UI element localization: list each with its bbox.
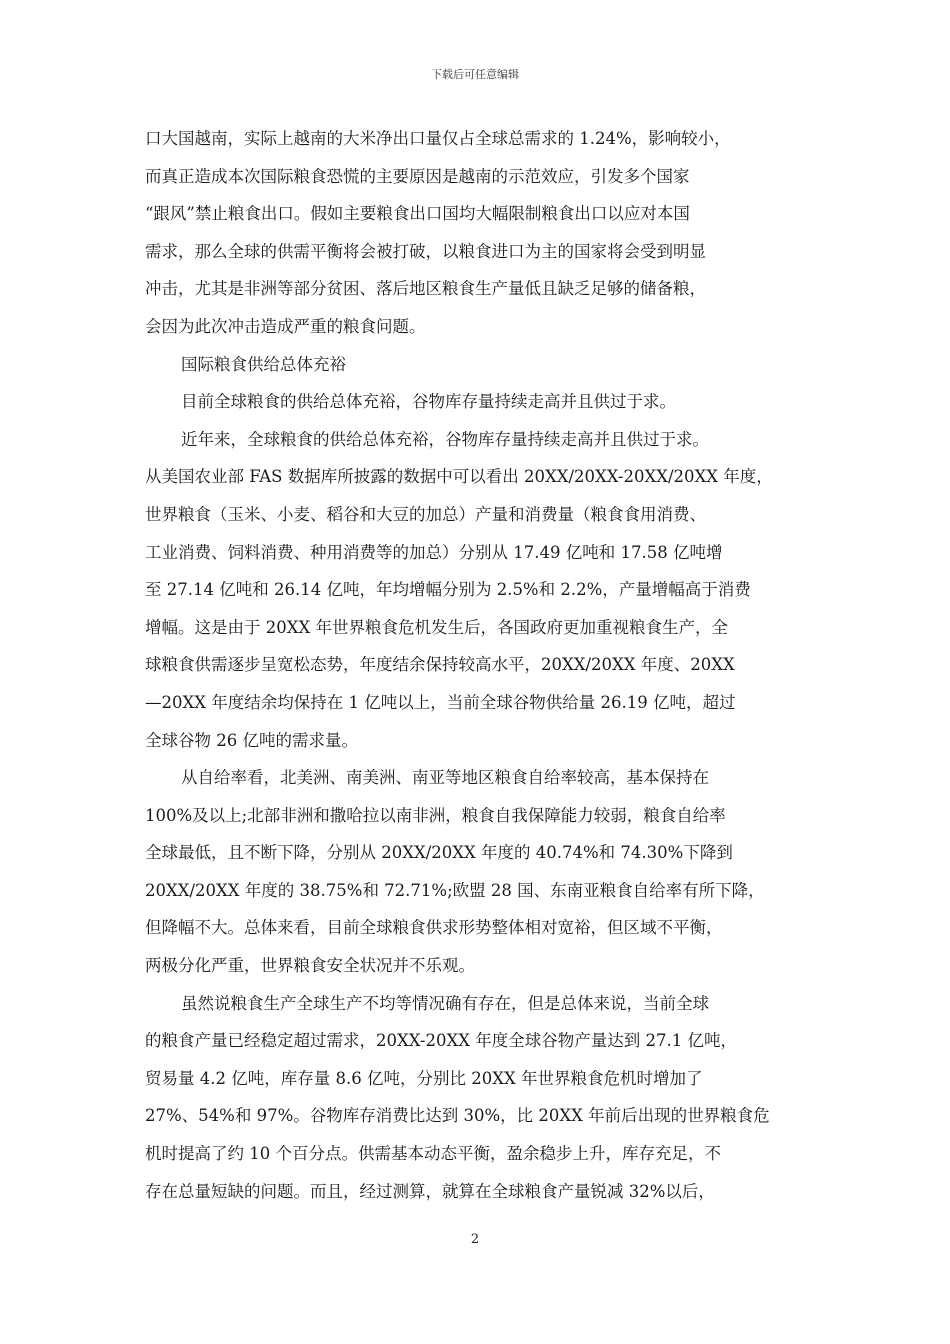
text-line: 球粮食供需逐步呈宽松态势，年度结余保持较高水平，20XX/20XX 年度、20XX [145, 655, 735, 675]
text-line: 增幅。这是由于 20XX 年世界粮食危机发生后，各国政府更加重视粮食生产，全 [145, 617, 728, 637]
text-line: 27%、54%和 97%。谷物库存消费比达到 30%，比 20XX 年前后出现的世界粮食危 [145, 1106, 770, 1126]
text-line: 世界粮食（玉米、小麦、稻谷和大豆的加总）产量和消费量（粮食食用消费、 [145, 504, 706, 524]
text-line: 从美国农业部 FAS 数据库所披露的数据中可以看出 20XX/20XX-20XX/20XX 年度， [145, 467, 773, 487]
text-line: 从自给率看，北美洲、南美洲、南亚等地区粮食自给率较高，基本保持在 [181, 768, 709, 788]
text-line: 的粮食产量已经稳定超过需求，20XX-20XX 年度全球谷物产量达到 27.1 亿吨， [145, 1031, 737, 1051]
text-line: 会因为此次冲击造成严重的粮食问题。 [145, 316, 426, 336]
text-line: 100%及以上;北部非洲和撒哈拉以南非洲，粮食自我保障能力较弱，粮食自给率 [145, 805, 726, 825]
document-body [145, 120, 805, 1210]
text-line: 贸易量 4.2 亿吨，库存量 8.6 亿吨，分别比 20XX 年世界粮食危机时增加了 [145, 1068, 703, 1088]
text-line: 机时提高了约 10 个百分点。供需基本动态平衡，盈余稳步上升，库存充足，不 [145, 1144, 721, 1164]
text-line: —20XX 年度结余均保持在 1 亿吨以上，当前全球谷物供给量 26.19 亿吨，超过 [145, 692, 736, 712]
text-line: 目前全球粮食的供给总体充裕，谷物库存量持续走高并且供过于求。 [181, 392, 676, 412]
text-line: 冲击，尤其是非洲等部分贫困、落后地区粮食生产量低且缺乏足够的储备粮， [145, 279, 706, 299]
text-line: 需求，那么全球的供需平衡将会被打破，以粮食进口为主的国家将会受到明显 [145, 241, 706, 261]
text-line: 全球谷物 26 亿吨的需求量。 [145, 730, 358, 750]
text-line: 两极分化严重，世界粮食安全状况并不乐观。 [145, 956, 475, 976]
text-line: 但降幅不大。总体来看，目前全球粮食供求形势整体相对宽裕，但区域不平衡， [145, 918, 723, 938]
text-line: 而真正造成本次国际粮食恐慌的主要原因是越南的示范效应，引发多个国家 [145, 166, 690, 186]
text-line: “跟风”禁止粮食出口。假如主要粮食出口国均大幅限制粮食出口以应对本国 [145, 204, 690, 224]
text-line: 存在总量短缺的问题。而且，经过测算，就算在全球粮食产量锐减 32%以后， [145, 1181, 715, 1201]
text-line: 虽然说粮食生产全球生产不均等情况确有存在，但是总体来说，当前全球 [181, 993, 709, 1013]
text-line: 至 27.14 亿吨和 26.14 亿吨，年均增幅分别为 2.5%和 2.2%，产量增幅高于消费 [145, 580, 751, 600]
page-number: 2 [470, 1232, 480, 1247]
page-header: 下载后可任意编辑 [431, 68, 519, 81]
text-line: 工业消费、饲料消费、种用消费等的加总）分别从 17.49 亿吨和 17.58 亿吨增 [145, 542, 723, 562]
text-line: 近年来，全球粮食的供给总体充裕，谷物库存量持续走高并且供过于求。 [181, 429, 709, 449]
text-line: 全球最低，且不断下降，分别从 20XX/20XX 年度的 40.74%和 74.30%下降到 [145, 843, 733, 863]
text-line: 口大国越南，实际上越南的大米净出口量仅占全球总需求的 1.24%，影响较小， [145, 129, 731, 148]
text-line: 20XX/20XX 年度的 38.75%和 72.71%;欧盟 28 国、东南亚粮食自给率有所下降， [145, 880, 765, 900]
text-line: 国际粮食供给总体充裕 [181, 354, 346, 374]
